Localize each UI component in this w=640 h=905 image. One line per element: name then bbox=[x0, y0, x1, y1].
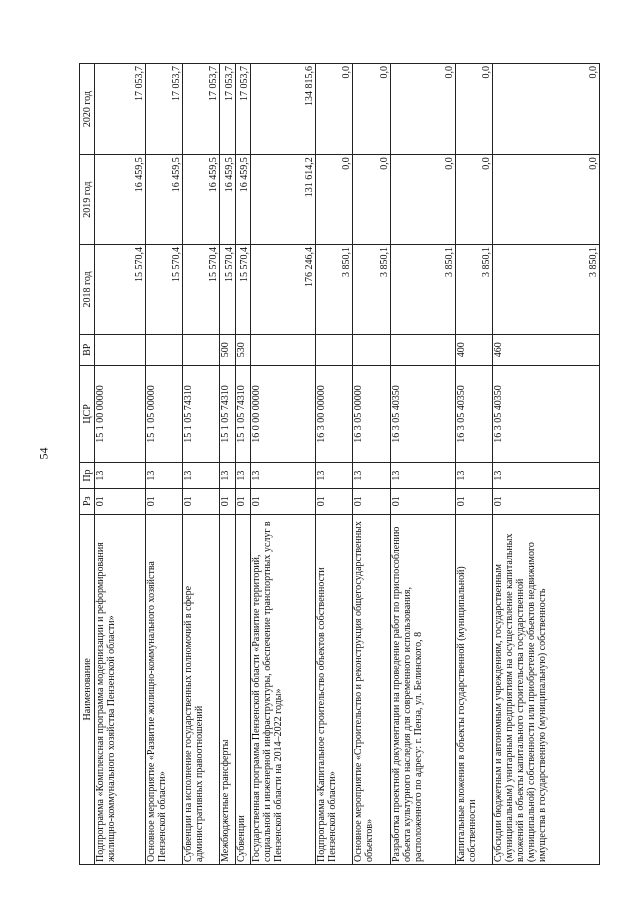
row-2020: 0,0 bbox=[455, 64, 492, 155]
row-2018: 3 850,1 bbox=[493, 245, 600, 335]
row-2020: 17 053,7 bbox=[183, 64, 220, 155]
row-name: Разработка проектной документации на проведение работ по приспособлению объекта культурного наследия для современного использования, расположенного по адресу: г. Пенза, ул. Белинского, 8 bbox=[390, 514, 455, 864]
row-pr: 13 bbox=[353, 463, 390, 489]
row-vr bbox=[95, 334, 146, 365]
row-csr: 15 1 05 74310 bbox=[220, 365, 235, 463]
header-2020: 2020 год bbox=[80, 64, 95, 155]
row-2019: 0,0 bbox=[455, 155, 492, 245]
row-pr: 13 bbox=[183, 463, 220, 489]
header-pr: Пр bbox=[80, 463, 95, 489]
header-name: Наименование bbox=[80, 514, 95, 864]
row-pr: 13 bbox=[455, 463, 492, 489]
row-pr: 13 bbox=[250, 463, 315, 489]
row-vr: 500 bbox=[220, 334, 235, 365]
row-2018: 3 850,1 bbox=[455, 245, 492, 335]
row-name: Основное мероприятие «Развитие жилищно-коммунального хозяйства Пензенской области» bbox=[146, 514, 183, 864]
row-csr: 15 1 05 74310 bbox=[183, 365, 220, 463]
row-name: Подпрограмма «Комплексная программа модернизации и реформирования жилищно-коммунального хозяйства Пензенской области» bbox=[95, 514, 146, 864]
page-number: 54 bbox=[36, 447, 51, 460]
row-pr: 13 bbox=[316, 463, 353, 489]
row-csr: 16 0 00 00000 bbox=[250, 365, 315, 463]
row-rz: 01 bbox=[455, 488, 492, 514]
row-2018: 15 570,4 bbox=[183, 245, 220, 335]
table-row bbox=[493, 64, 600, 865]
row-rz: 01 bbox=[493, 488, 600, 514]
row-name: Основное мероприятие «Строительство и реконструкция общегосударственных объектов» bbox=[353, 514, 390, 864]
row-2020: 0,0 bbox=[353, 64, 390, 155]
row-rz: 01 bbox=[183, 488, 220, 514]
row-2019: 0,0 bbox=[493, 155, 600, 245]
row-csr: 16 3 05 40350 bbox=[455, 365, 492, 463]
row-csr: 16 3 05 40350 bbox=[493, 365, 600, 463]
row-name: Межбюджетные трансферты bbox=[220, 514, 235, 864]
row-2020: 0,0 bbox=[316, 64, 353, 155]
row-2019: 16 459,5 bbox=[183, 155, 220, 245]
row-2020: 134 815,6 bbox=[250, 64, 315, 155]
row-2019: 0,0 bbox=[353, 155, 390, 245]
row-2020: 17 053,7 bbox=[220, 64, 235, 155]
row-rz: 01 bbox=[353, 488, 390, 514]
row-pr: 13 bbox=[146, 463, 183, 489]
table-row bbox=[146, 64, 183, 865]
row-pr: 13 bbox=[390, 463, 455, 489]
row-2018: 15 570,4 bbox=[235, 245, 250, 335]
header-2018: 2018 год bbox=[80, 245, 95, 335]
row-2018: 15 570,4 bbox=[220, 245, 235, 335]
table-row bbox=[455, 64, 492, 865]
table-header-row bbox=[80, 64, 95, 865]
row-rz: 01 bbox=[390, 488, 455, 514]
row-rz: 01 bbox=[220, 488, 235, 514]
row-2019: 16 459,5 bbox=[95, 155, 146, 245]
row-vr: 530 bbox=[235, 334, 250, 365]
row-rz: 01 bbox=[235, 488, 250, 514]
row-name: Государственная программа Пензенской области «Развитие территорий, социальной и инженерной инфраструктуры, обеспечение транспортных услуг в Пензенской области на 2014–2022 годы» bbox=[250, 514, 315, 864]
row-2018: 3 850,1 bbox=[390, 245, 455, 335]
header-csr: ЦСР bbox=[80, 365, 95, 463]
table-row bbox=[95, 64, 146, 865]
row-2018: 3 850,1 bbox=[316, 245, 353, 335]
row-2019: 16 459,5 bbox=[220, 155, 235, 245]
row-vr bbox=[183, 334, 220, 365]
row-2018: 176 246,4 bbox=[250, 245, 315, 335]
row-2020: 17 053,7 bbox=[95, 64, 146, 155]
header-vr: ВР bbox=[80, 334, 95, 365]
header-2019: 2019 год bbox=[80, 155, 95, 245]
row-rz: 01 bbox=[146, 488, 183, 514]
row-csr: 15 1 05 74310 bbox=[235, 365, 250, 463]
row-rz: 01 bbox=[316, 488, 353, 514]
table-row bbox=[353, 64, 390, 865]
row-csr: 16 3 00 00000 bbox=[316, 365, 353, 463]
budget-table bbox=[79, 63, 600, 865]
table-row bbox=[183, 64, 220, 865]
row-vr: 460 bbox=[493, 334, 600, 365]
row-pr: 13 bbox=[95, 463, 146, 489]
row-vr bbox=[316, 334, 353, 365]
row-2018: 15 570,4 bbox=[146, 245, 183, 335]
row-csr: 16 3 05 00000 bbox=[353, 365, 390, 463]
row-2020: 0,0 bbox=[493, 64, 600, 155]
row-vr bbox=[353, 334, 390, 365]
row-2019: 16 459,5 bbox=[146, 155, 183, 245]
row-2020: 17 053,7 bbox=[235, 64, 250, 155]
row-2019: 131 614,2 bbox=[250, 155, 315, 245]
table-row bbox=[250, 64, 315, 865]
row-pr: 13 bbox=[235, 463, 250, 489]
row-pr: 13 bbox=[220, 463, 235, 489]
row-2019: 0,0 bbox=[316, 155, 353, 245]
row-2019: 16 459,5 bbox=[235, 155, 250, 245]
row-vr bbox=[390, 334, 455, 365]
row-name: Субсидии бюджетным и автономным учреждениям, государственным (муниципальным) унитарным предприятиям на осуществление капитальных вложений в объекты капитального строительства государственной (муниципальной) собственности или приобретение объектов недвижимого имущества в государственную (муниципальную) собственность bbox=[493, 514, 600, 864]
table-row bbox=[316, 64, 353, 865]
row-vr bbox=[146, 334, 183, 365]
row-vr: 400 bbox=[455, 334, 492, 365]
row-name: Капитальные вложения в объекты государственной (муниципальной) собственности bbox=[455, 514, 492, 864]
row-csr: 15 1 05 00000 bbox=[146, 365, 183, 463]
row-2018: 15 570,4 bbox=[95, 245, 146, 335]
row-name: Субвенции на исполнение государственных полномочий в сфере административных правоотношений bbox=[183, 514, 220, 864]
header-rz: Рз bbox=[80, 488, 95, 514]
row-2018: 3 850,1 bbox=[353, 245, 390, 335]
table-row bbox=[390, 64, 455, 865]
row-csr: 16 3 05 40350 bbox=[390, 365, 455, 463]
row-2020: 0,0 bbox=[390, 64, 455, 155]
row-vr bbox=[250, 334, 315, 365]
row-name: Субвенции bbox=[235, 514, 250, 864]
table-row bbox=[235, 64, 250, 865]
row-csr: 15 1 00 00000 bbox=[95, 365, 146, 463]
row-2019: 0,0 bbox=[390, 155, 455, 245]
row-name: Подпрограмма «Капитальное строительство объектов собственности Пензенской области» bbox=[316, 514, 353, 864]
row-pr: 13 bbox=[493, 463, 600, 489]
row-rz: 01 bbox=[95, 488, 146, 514]
row-2020: 17 053,7 bbox=[146, 64, 183, 155]
table-row bbox=[220, 64, 235, 865]
row-rz: 01 bbox=[250, 488, 315, 514]
budget-table-rotated bbox=[79, 63, 600, 865]
